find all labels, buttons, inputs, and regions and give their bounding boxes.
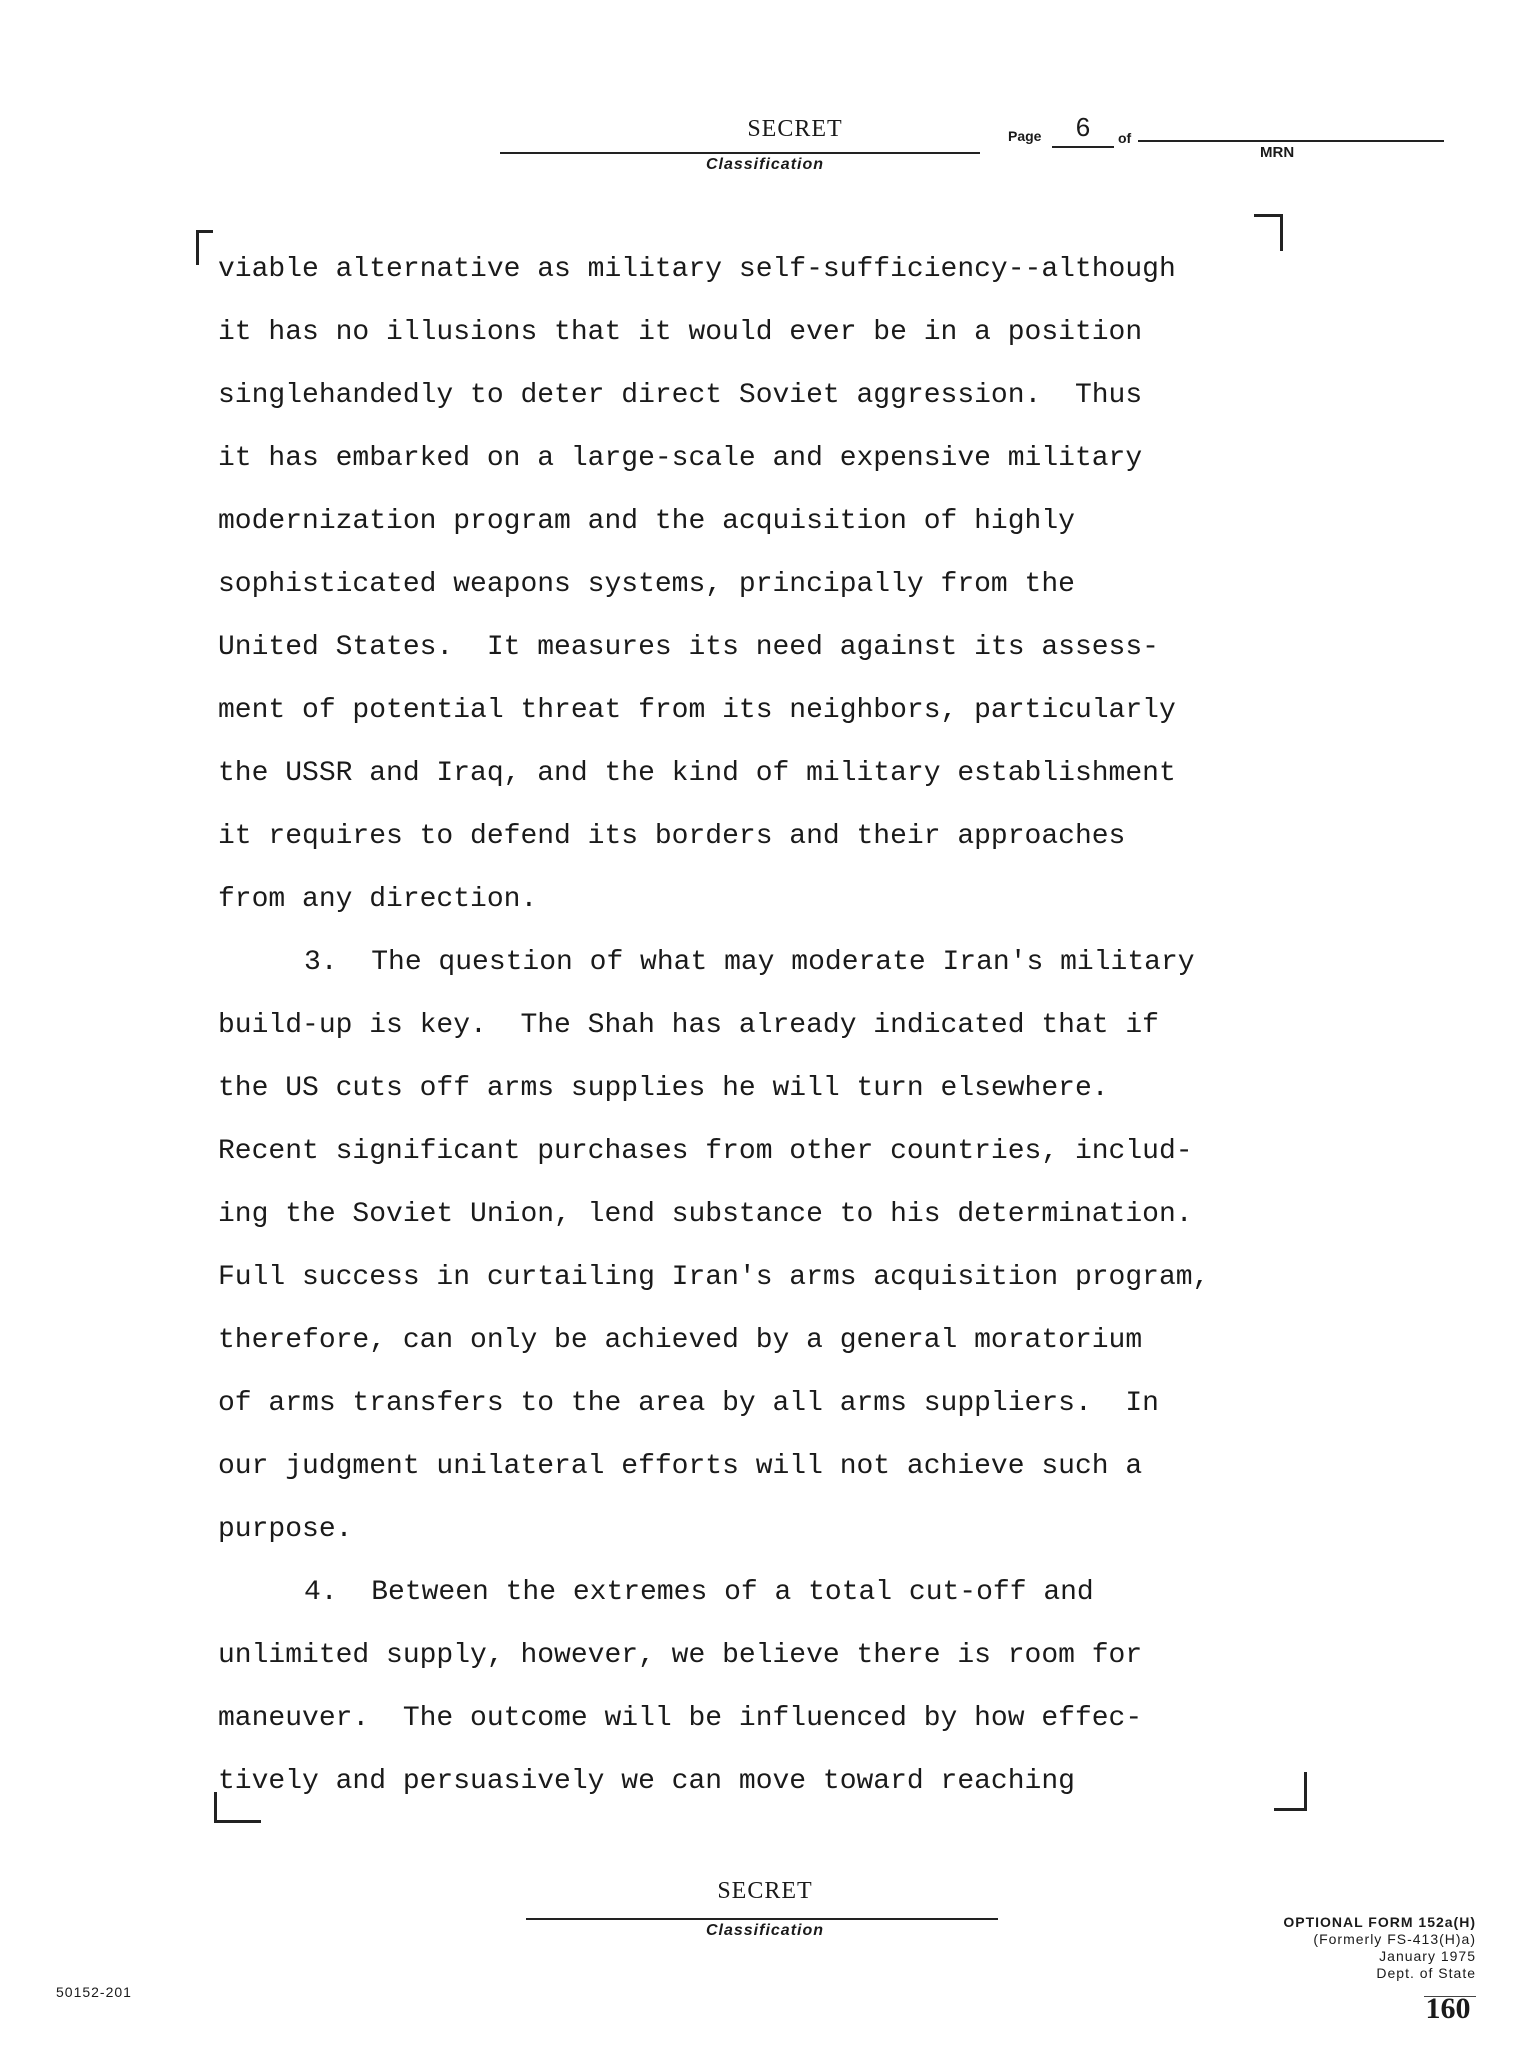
footer-classification-rule (526, 1918, 998, 1920)
page-number-rule (1052, 146, 1114, 148)
body-line: tively and persuasively we can move toward reaching (218, 1766, 1075, 1797)
body-line: from any direction. (218, 884, 538, 915)
page-label: Page (1008, 128, 1042, 144)
form-line: January 1975 (1379, 1948, 1476, 1964)
body-line: it has embarked on a large-scale and expensive military (218, 443, 1143, 474)
bates-number: 160 (1425, 1992, 1471, 2025)
body-line: maneuver. The outcome will be influenced by how effec- (218, 1703, 1143, 1734)
header-classification-label: Classification (705, 156, 825, 173)
body-line: singlehandedly to deter direct Soviet aggression. Thus (218, 380, 1143, 411)
body-line: the US cuts off arms supplies he will turn elsewhere. (218, 1073, 1109, 1104)
mrn-label: MRN (1260, 144, 1295, 161)
of-label: of (1118, 130, 1132, 146)
body-line: Full success in curtailing Iran's arms acquisition program, (218, 1262, 1210, 1293)
body-line: it requires to defend its borders and their approaches (218, 821, 1126, 852)
form-designation (1180, 1914, 1476, 1982)
body-line: of arms transfers to the area by all arms suppliers. In (218, 1388, 1159, 1419)
document-body (218, 238, 1368, 1813)
body-line: our judgment unilateral efforts will not achieve such a (218, 1451, 1143, 1482)
body-line: purpose. (218, 1514, 353, 1545)
body-line: viable alternative as military self-sufficiency--although (218, 254, 1176, 285)
form-line: OPTIONAL FORM 152a(H) (1283, 1914, 1476, 1930)
paragraph-4-start: 4. Between the extremes of a total cut-off and (304, 1577, 1094, 1608)
footer-classification-label: Classification (705, 1922, 825, 1939)
footer-classification-value: SECRET (717, 1878, 813, 1904)
body-line: Recent significant purchases from other countries, includ- (218, 1136, 1193, 1167)
form-line: Dept. of State (1376, 1965, 1476, 1981)
body-line: ing the Soviet Union, lend substance to his determination. (218, 1199, 1193, 1230)
header-classification-rule (500, 152, 980, 154)
body-line: therefore, can only be achieved by a general moratorium (218, 1325, 1143, 1356)
header-classification-value: SECRET (747, 116, 843, 142)
form-line: (Formerly FS-413(H)a) (1313, 1931, 1476, 1947)
stock-number: 50152-201 (56, 1984, 132, 2000)
body-line: ment of potential threat from its neighbors, particularly (218, 695, 1176, 726)
paragraph-3-start: 3. The question of what may moderate Iran's military (304, 947, 1195, 978)
of-rule (1138, 140, 1444, 142)
body-line: sophisticated weapons systems, principally from the (218, 569, 1075, 600)
page-number: 6 (1075, 112, 1091, 142)
bracket-top-left (196, 230, 213, 265)
body-line: it has no illusions that it would ever be in a position (218, 317, 1143, 348)
body-line: the USSR and Iraq, and the kind of military establishment (218, 758, 1176, 789)
body-line: United States. It measures its need against its assess- (218, 632, 1159, 663)
body-line: modernization program and the acquisition of highly (218, 506, 1075, 537)
body-line: build-up is key. The Shah has already indicated that if (218, 1010, 1159, 1041)
body-line: unlimited supply, however, we believe there is room for (218, 1640, 1143, 1671)
